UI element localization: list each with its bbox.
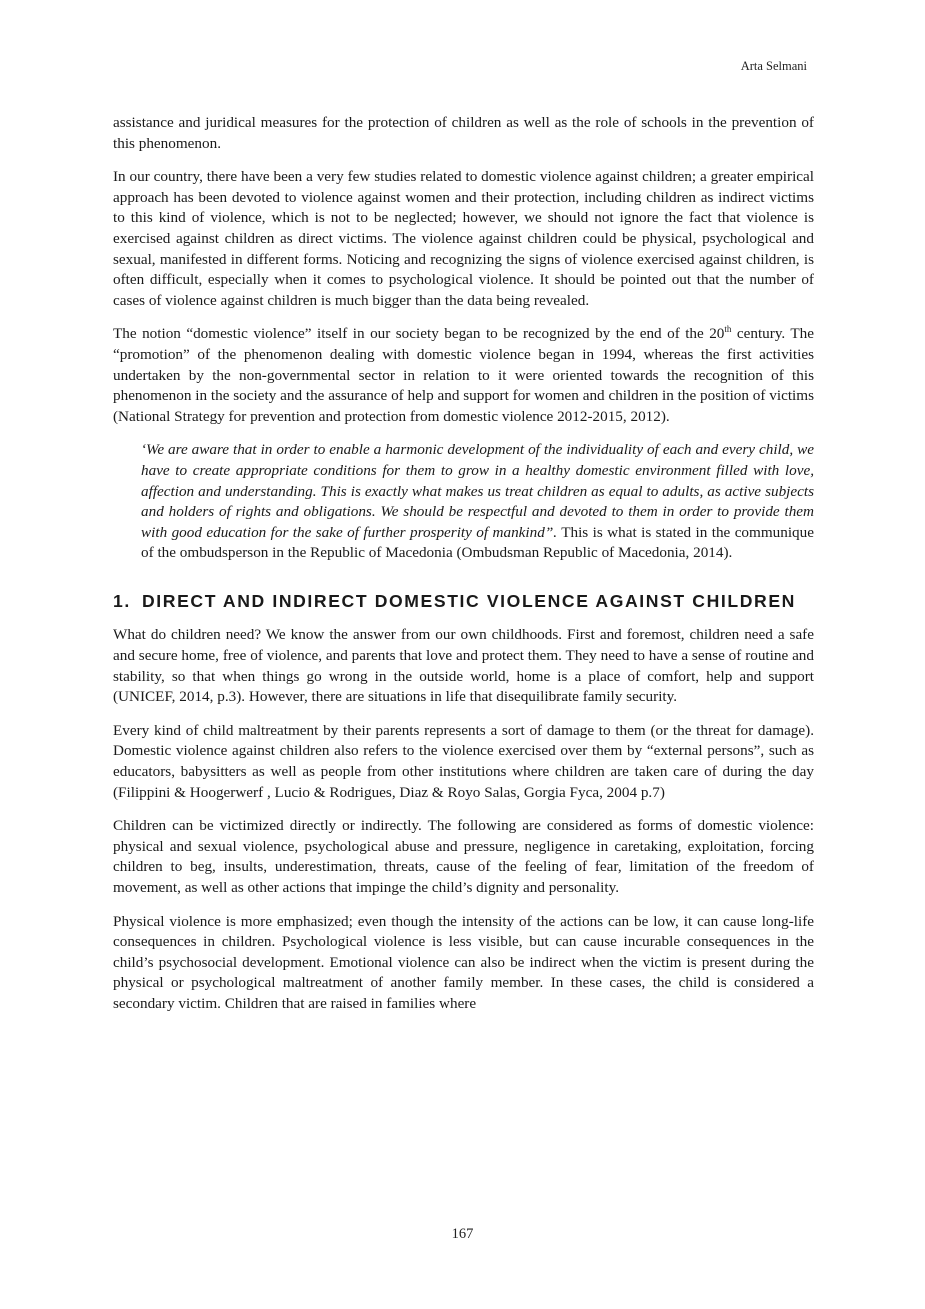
paragraph-studies: In our country, there have been a very few studies related to domestic violence against children; a greater empirical approach has been devoted to violence against women and their protection, including children as indirect victims to this kind of violence, which is not to be neglected; however, we should not ignore the fact that violence is exercised against children as direct victims. The violence against children could be physical, psychological and sexual, manifested in different forms. Noticing and recognizing the signs of violence exercised against children, is often difficult, especially when it comes to psychological violence. It should be pointed out that the number of cases of violence against children is much bigger than the data being revealed. — [113, 168, 814, 309]
paragraph-notion-text-b: century. The “promotion” of the phenomenon dealing with domestic violence began in 1994, whereas the first activities undertaken by the non-governmental sector in relation to it were oriented towards the recognition of this phenomenon in the society and the assurance of help and support for women and children in the position of victims (National Strategy for prevention and protection from domestic violence 2012-2015, 2012). — [113, 325, 815, 425]
section-number: 1. — [113, 590, 131, 611]
body-text — [113, 113, 814, 1027]
paragraph-children-need: What do children need? We know the answer from our own childhoods. First and foremost, children need a safe and secure home, free of violence, and parents that love and protect them. They need to have a sense of routine and stability, so that when things go wrong in the outside world, home is a place of comfort, help and support (UNICEF, 2014, p.3). However, there are situations in life that disequilibrate family security. — [113, 626, 814, 706]
paragraph-maltreatment: Every kind of child maltreatment by their parents represents a sort of damage to them (or the threat for damage). Domestic violence against children also refers to the violence exercised over them by “external persons”, such as educators, babysitters as well as people from other institutions where children are taken care of during the day (Filippini & Hoogerwerf , Lucio & Rodrigues, Diaz & Royo Salas, Gorgia Fyca, 2004 p.7) — [113, 721, 814, 801]
section-title: DIRECT AND INDIRECT DOMESTIC VIOLENCE AGAINST CHILDREN — [142, 590, 796, 611]
superscript-th: th — [724, 324, 732, 335]
page-number: 167 — [451, 1226, 474, 1242]
block-quote — [141, 440, 814, 564]
running-header-author: Arta Selmani — [740, 59, 807, 73]
paragraph-victimized: Children can be victimized directly or indirectly. The following are considered as forms of domestic violence: physical and sexual violence, psychological abuse and pressure, negligence in caretaking, exploitation, forcing children to beg, insults, underestimation, threats, cause of the feeling of fear, limitation of the freedom of movement, as well as other actions that impinge the child’s dignity and personality. — [113, 817, 814, 896]
paragraph-notion — [113, 324, 814, 427]
quote-attribution: This is what is stated in the communique of the ombudsperson in the Republic of Macedonia (Ombudsman Republic of Macedonia, 2014). — [141, 523, 814, 562]
section-heading — [113, 590, 814, 614]
paragraph-continuation: assistance and juridical measures for the protection of children as well as the role of schools in the prevention of this phenomenon. — [113, 114, 814, 152]
paragraph-notion-text-a: The notion “domestic violence” itself in our society began to be recognized by the end of the 20 — [113, 325, 725, 343]
paragraph-physical-violence: Physical violence is more emphasized; even though the intensity of the actions can be low, it can cause long-life consequences in children. Psychological violence is less visible, but can cause incurable consequences in the child’s psychosocial development. Emotional violence can also be indirect when the victim is present during the physical or psychological maltreatment of another family member. In these cases, the child is considered a secondary victim. Children that are raised in families where — [113, 912, 814, 1012]
quote-italic-text: ‘We are aware that in order to enable a harmonic development of the individuality of each and every child, we have to create appropriate conditions for them to grow in a healthy domestic environment filled with love, affection and understanding. This is exactly what makes us treat children as equal to adults, as active subjects and holders of rights and obligations. We should be respectful and devoted to them in order to provide them with good education for the sake of further prosperity of mankind”. — [141, 441, 814, 541]
